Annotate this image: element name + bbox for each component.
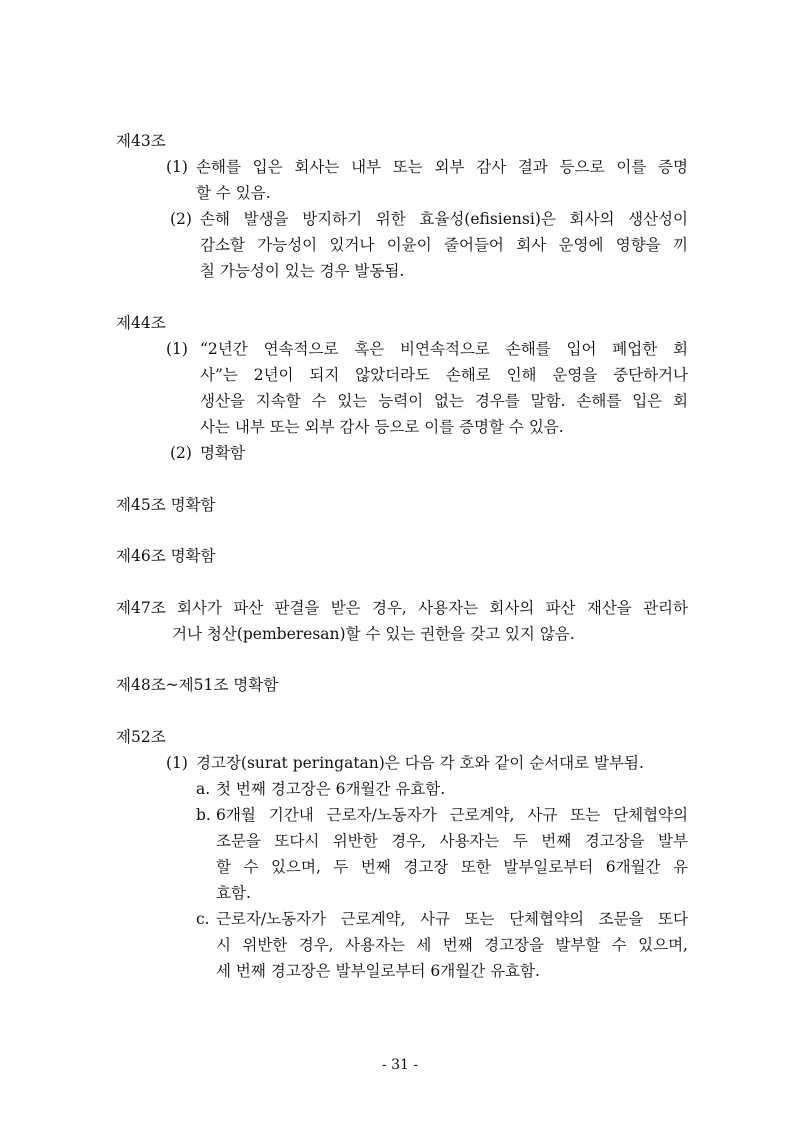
article-43-p1-number: (1): [166, 158, 188, 176]
article-52-item-a-label: a.: [196, 780, 211, 798]
article-45: 제45조 명확함: [116, 496, 216, 514]
article-52-item-c-label: c.: [196, 910, 210, 928]
article-44-p1-line: 생산을 지속할 수 있는 능력이 없는 경우를 말함. 손해를 입은 회: [200, 392, 688, 410]
article-44-title: 제44조: [116, 314, 166, 332]
article-52-p1-text: 경고장(surat peringatan)은 다음 각 호와 같이 순서대로 발부됨.: [196, 754, 644, 772]
article-52-item-b-line: 할 수 있으며, 두 번째 경고장 또한 발부일로부터 6개월간 유: [216, 858, 688, 876]
article-44-p1-line: 사”는 2년이 되지 않았더라도 손해로 인해 운영을 중단하거나: [200, 366, 688, 384]
article-52-item-c-line: 근로자/노동자가 근로계약, 사규 또는 단체협약의 조문을 또다: [216, 910, 688, 928]
article-52-item-b-line: 6개월 기간내 근로자/노동자가 근로계약, 사규 또는 단체협약의: [216, 806, 688, 824]
article-47-line: 거나 청산(pemberesan)할 수 있는 권한을 갖고 있지 않음.: [172, 625, 575, 643]
article-52-item-c-line: 세 번째 경고장은 발부일로부터 6개월간 유효함.: [216, 962, 540, 980]
article-43-p2-line: 감소할 가능성이 있거나 이윤이 줄어들어 회사 운영에 영향을 끼: [200, 236, 688, 254]
article-52-item-b-line: 조문을 또다시 위반한 경우, 사용자는 두 번째 경고장을 발부: [216, 832, 688, 850]
article-47-line: 제47조 회사가 파산 판결을 받은 경우, 사용자는 회사의 파산 재산을 관리하: [116, 599, 688, 617]
article-52-item-a-line: 첫 번째 경고장은 6개월간 유효함.: [216, 780, 446, 798]
article-43-p2-line: 손해 발생을 방지하기 위한 효율성(efisiensi)은 회사의 생산성이: [200, 210, 688, 228]
article-46: 제46조 명확함: [116, 547, 216, 565]
article-43-p1-line: 손해를 입은 회사는 내부 또는 외부 감사 결과 등으로 이를 증명: [196, 158, 688, 176]
article-44-p2-number: (2): [170, 444, 192, 462]
article-44-p1-line: 사는 내부 또는 외부 감사 등으로 이를 증명할 수 있음.: [200, 418, 564, 436]
article-52-p1-number: (1): [166, 754, 188, 772]
article-44-p2-text: 명확함: [200, 444, 245, 462]
article-43-p2-number: (2): [170, 210, 192, 228]
article-43-p2-line: 칠 가능성이 있는 경우 발동됨.: [200, 262, 405, 280]
article-43-p1-line: 할 수 있음.: [196, 184, 271, 202]
article-52-title: 제52조: [116, 728, 166, 746]
article-43-title: 제43조: [116, 132, 166, 150]
article-48-51: 제48조~제51조 명확함: [116, 676, 279, 694]
article-52-item-b-label: b.: [196, 806, 211, 824]
article-52-item-c-line: 시 위반한 경우, 사용자는 세 번째 경고장을 발부할 수 있으며,: [216, 936, 688, 954]
article-44-p1-number: (1): [166, 340, 188, 358]
article-44-p1-line: “2년간 연속적으로 혹은 비연속적으로 손해를 입어 폐업한 회: [200, 340, 688, 358]
page-number: - 31 -: [381, 1057, 419, 1073]
article-52-item-b-line: 효함.: [216, 884, 251, 902]
